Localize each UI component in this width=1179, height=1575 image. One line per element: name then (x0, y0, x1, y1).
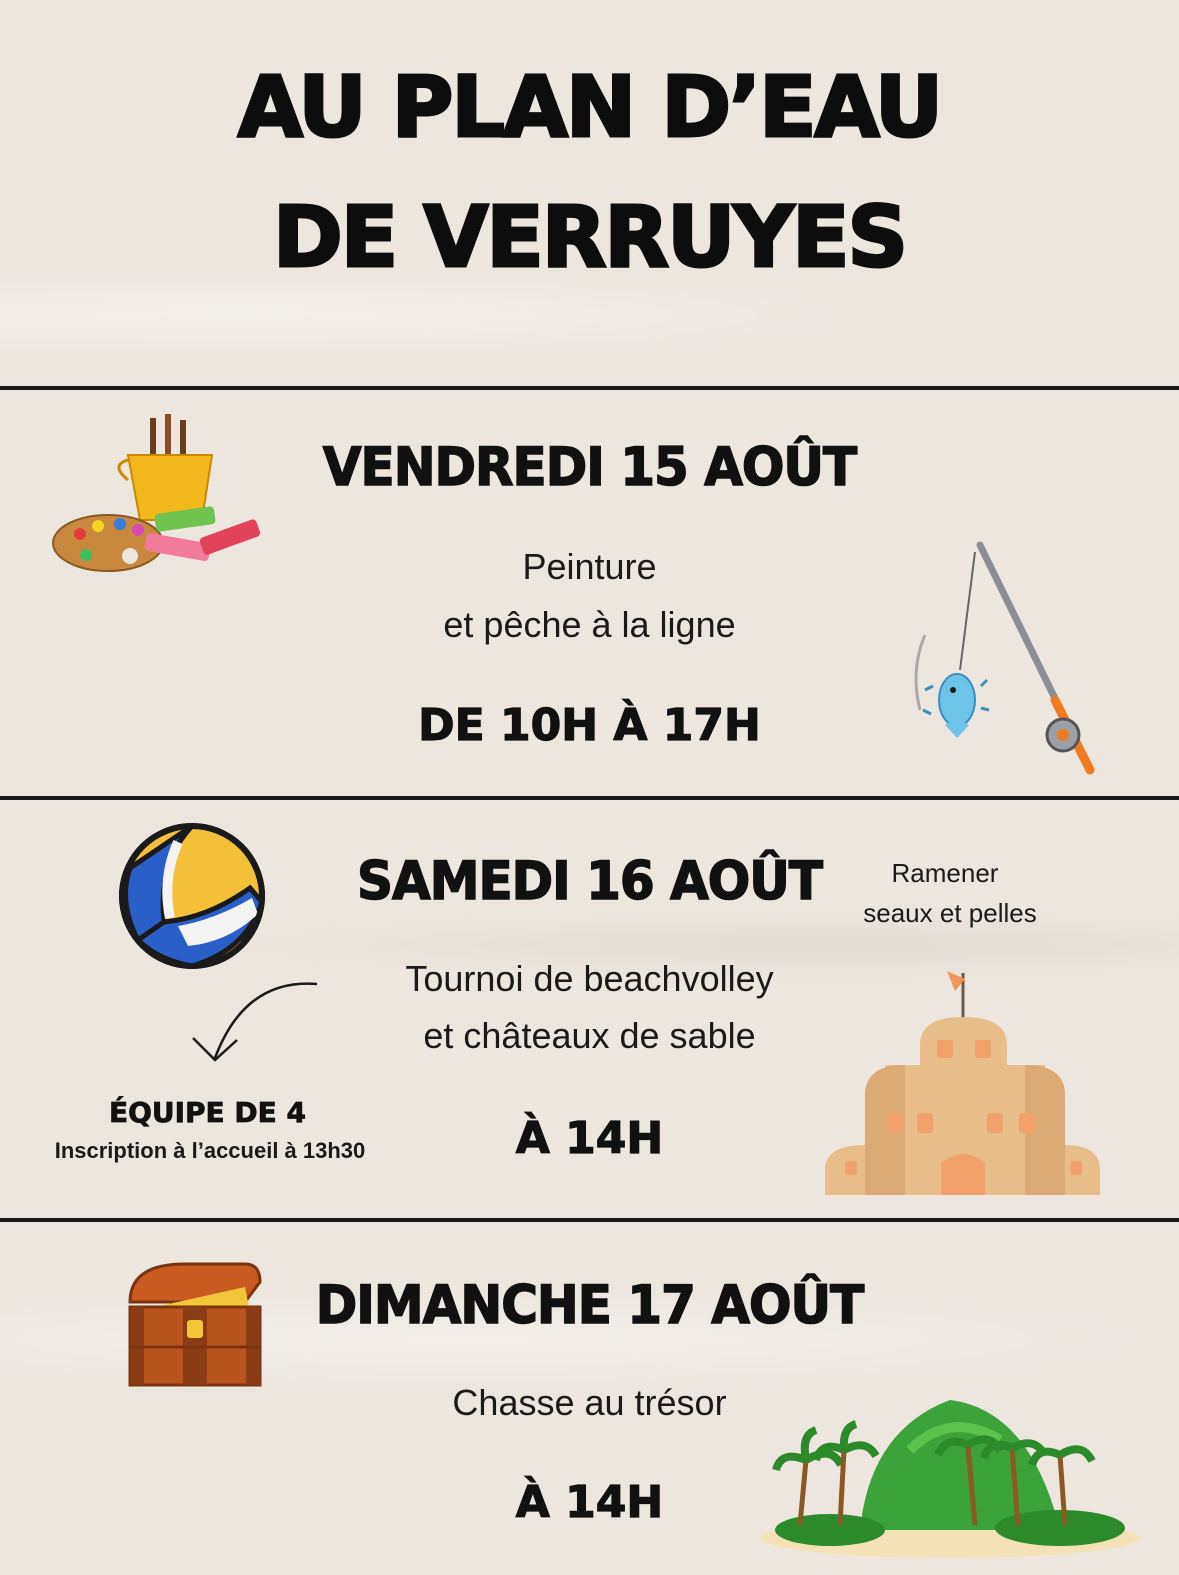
divider-3 (0, 1218, 1179, 1222)
treasure-chest-icon (125, 1262, 265, 1387)
saturday-activity-line1: Tournoi de beachvolley (405, 958, 774, 999)
saturday-activity-line2: et châteaux de sable (423, 1015, 756, 1056)
paint-palette-bucket-icon (50, 410, 265, 575)
bring-note-line1: Ramener (891, 858, 999, 888)
friday-activity-line2: et pêche à la ligne (443, 604, 736, 645)
friday-activity-line1: Peinture (522, 546, 657, 587)
saturday-day: SAMEDI 16 AOÛT (356, 850, 823, 912)
divider-1 (0, 386, 1179, 390)
sunday-activity: Chasse au trésor (452, 1382, 727, 1423)
title-line-2: DE VERRUYES (272, 188, 907, 286)
registration-note: Inscription à l’accueil à 13h30 (54, 1138, 366, 1163)
divider-2 (0, 796, 1179, 800)
sunday-day: DIMANCHE 17 AOÛT (315, 1274, 864, 1336)
volleyball-icon (118, 822, 266, 970)
saturday-time: À 14H (515, 1113, 664, 1164)
friday-time: DE 10H À 17H (418, 700, 761, 751)
fishing-rod-icon (905, 540, 1105, 785)
arrow-icon (185, 978, 325, 1078)
team-label: ÉQUIPE DE 4 (108, 1096, 307, 1129)
island-icon (760, 1390, 1145, 1560)
sandcastle-icon (825, 965, 1100, 1195)
bring-note-line2: seaux et pelles (863, 898, 1037, 928)
title-line-1: AU PLAN D’EAU (237, 58, 942, 156)
sunday-time: À 14H (515, 1477, 664, 1528)
friday-day: VENDREDI 15 AOÛT (322, 436, 857, 498)
